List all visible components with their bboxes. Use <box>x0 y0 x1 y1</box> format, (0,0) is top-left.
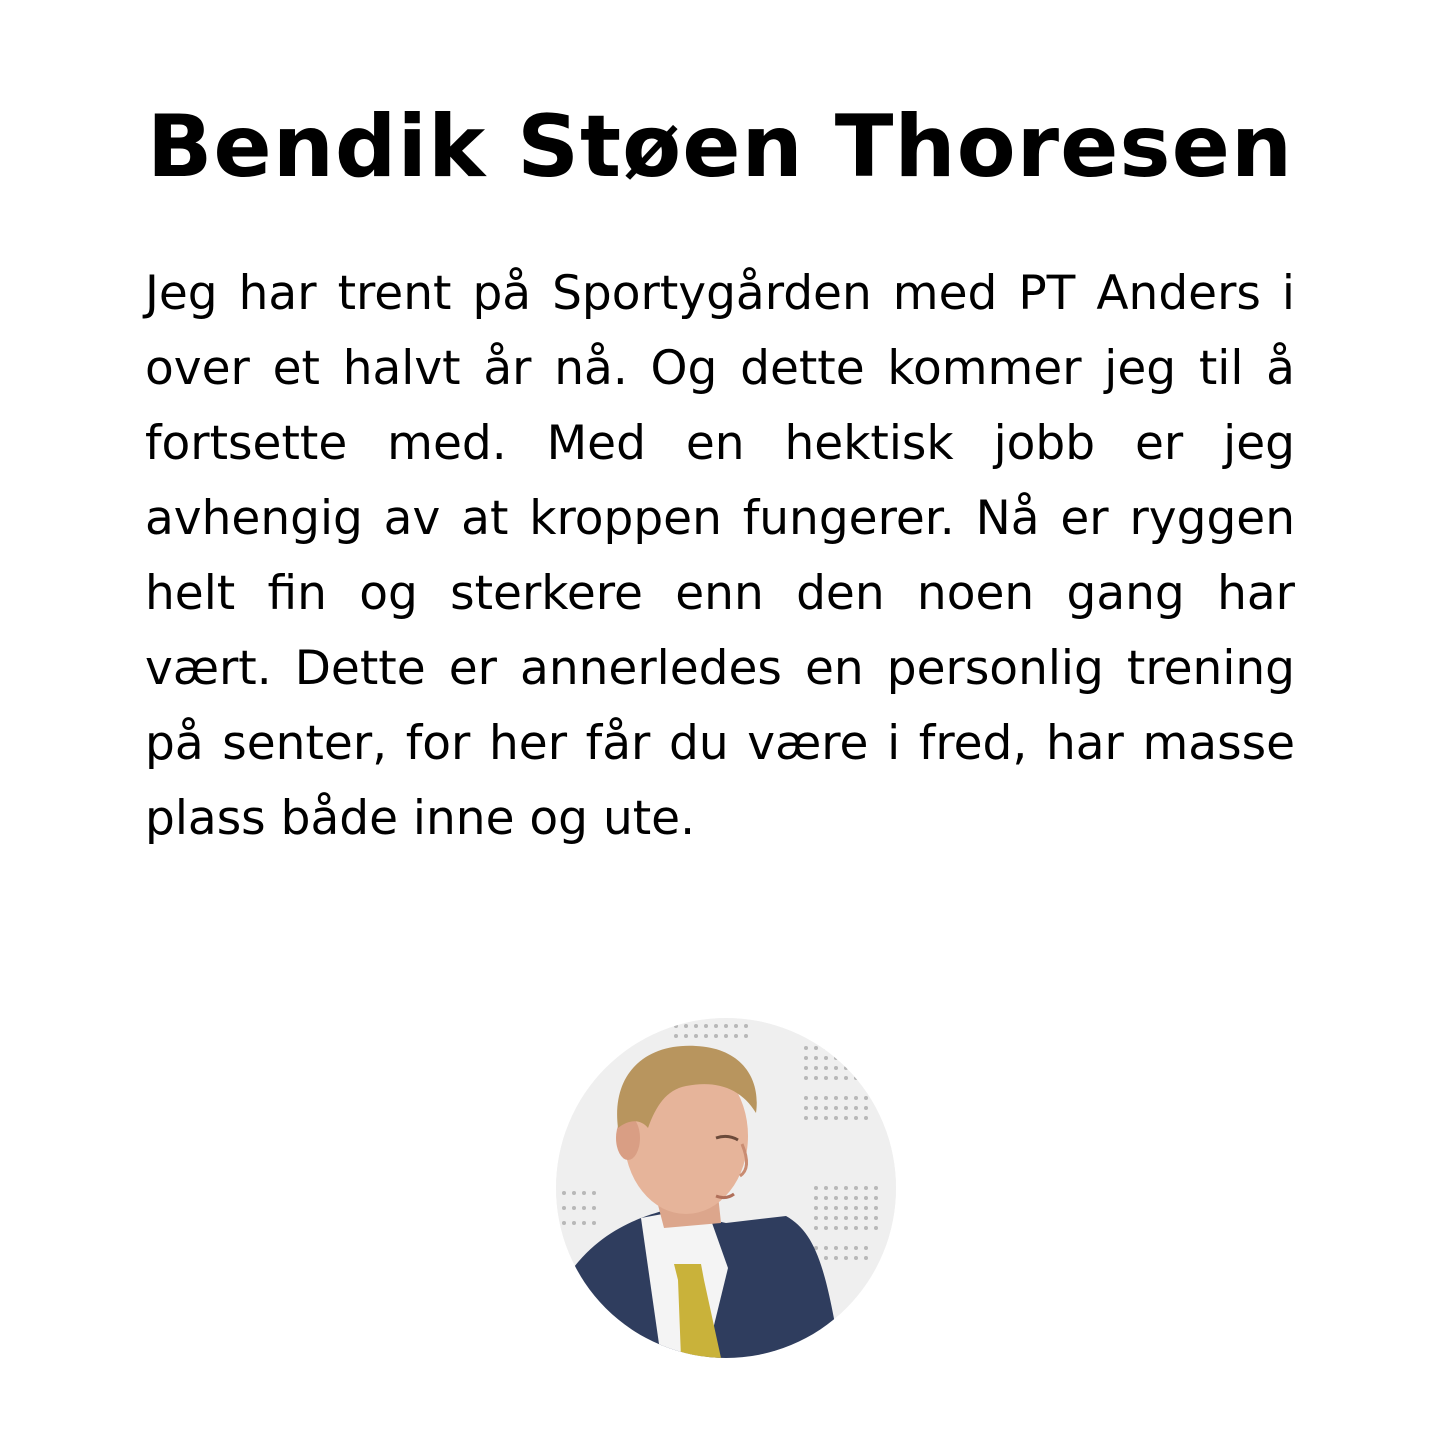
person-portrait-icon <box>556 1018 896 1358</box>
avatar <box>556 1018 896 1358</box>
page-title: Bendik Støen Thoresen <box>146 97 1294 197</box>
testimonial-text: Jeg har trent på Sportygården med PT Anders i over et halvt år nå. Og dette kommer jeg til å fortsette med. Med en hektisk jobb er jeg avhengig av at kroppen fungerer. Nå er ryggen helt fin og sterkere enn den noen gang har vært. Dette er annerledes en personlig trening på senter, for her får du være i fred, har masse plass både inne og ute. <box>145 266 1295 846</box>
